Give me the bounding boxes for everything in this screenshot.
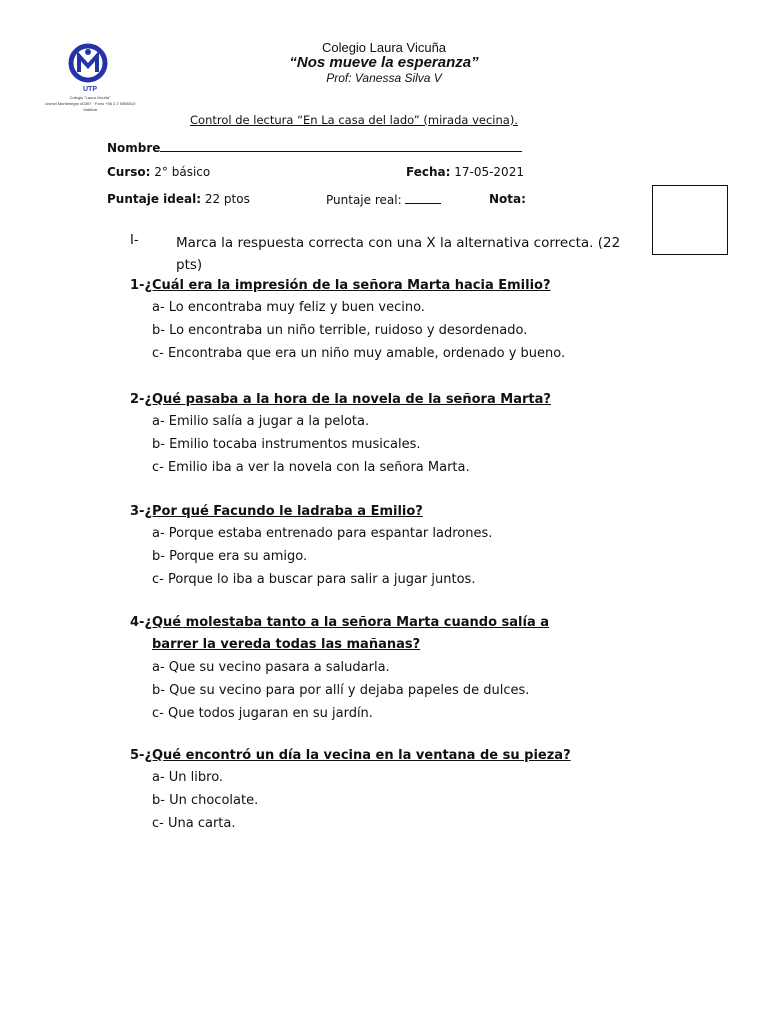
option-3c[interactable]: c- Porque lo iba a buscar para salir a jugar juntos. [152, 572, 476, 587]
puntaje-ideal-field [107, 192, 250, 206]
question-text: ¿Qué pasaba a la hora de la novela de la señora Marta? [144, 392, 551, 407]
option-3b[interactable]: b- Porque era su amigo. [152, 549, 308, 564]
school-name: Colegio Laura Vicuña [321, 40, 447, 55]
option-4a[interactable]: a- Que su vecino pasara a saludarla. [152, 660, 390, 675]
question-number: 1- [130, 278, 145, 293]
question-number: 4- [130, 615, 145, 630]
option-2b[interactable]: b- Emilio tocaba instrumentos musicales. [152, 437, 421, 452]
question-text-line2: barrer la vereda todas las mañanas? [152, 637, 421, 652]
question-text: ¿Qué encontró un día la vecina en la ventana de su pieza? [144, 748, 571, 763]
curso-value: 2° básico [150, 165, 211, 179]
option-1a[interactable]: a- Lo encontraba muy feliz y buen vecino. [152, 300, 425, 315]
question-number: 5- [130, 748, 145, 763]
option-4b[interactable]: b- Que su vecino para por allí y dejaba papeles de dulces. [152, 683, 530, 698]
question-3 [130, 504, 423, 519]
question-5 [130, 748, 571, 763]
fecha-label: Fecha: [406, 165, 451, 179]
nota-label: Nota: [489, 192, 526, 206]
option-5a[interactable]: a- Un libro. [152, 770, 224, 785]
puntaje-real-label: Puntaje real: [326, 193, 406, 207]
nota-box[interactable] [652, 185, 728, 255]
option-3a[interactable]: a- Porque estaba entrenado para espantar ladrones. [152, 526, 493, 541]
curso-label: Curso: [107, 165, 151, 179]
logo-caption-3: Valdivia [83, 107, 97, 112]
option-1b[interactable]: b- Lo encontraba un niño terrible, ruidoso y desordenado. [152, 323, 528, 338]
logo-caption-1: Colegio "Laura Vicuña" [69, 95, 111, 100]
option-5c[interactable]: c- Una carta. [152, 816, 236, 831]
question-text: ¿Por qué Facundo le ladraba a Emilio? [144, 504, 423, 519]
option-2a[interactable]: a- Emilio salía a jugar a la pelota. [152, 414, 370, 429]
question-text: ¿Qué molestaba tanto a la señora Marta cuando salía a [144, 615, 550, 630]
instruction-number: I- [130, 233, 139, 248]
fecha-field [406, 165, 524, 179]
option-5b[interactable]: b- Un chocolate. [152, 793, 259, 808]
option-1c[interactable]: c- Encontraba que era un niño muy amable, ordenado y bueno. [152, 346, 566, 361]
teacher-name: Prof: Vanessa Silva V [326, 71, 442, 85]
logo-caption-2: Leonel Montenegro #0397 · Fono +56 2 2 5398510 [44, 101, 136, 106]
question-1 [130, 278, 551, 293]
question-number: 3- [130, 504, 145, 519]
option-2c[interactable]: c- Emilio iba a ver la novela con la señora Marta. [152, 460, 470, 475]
logo-label: UTP [83, 86, 97, 93]
option-4c[interactable]: c- Que todos jugaran en su jardín. [152, 706, 373, 721]
fecha-value: 17-05-2021 [450, 165, 524, 179]
instruction-text: Marca la respuesta correcta con una X la alternativa correcta. (22 pts) [176, 235, 621, 273]
nombre-label: Nombre [107, 141, 161, 155]
nota-field [489, 192, 526, 206]
puntaje-ideal-label: Puntaje ideal: [107, 192, 201, 206]
puntaje-ideal-value: 22 ptos [201, 192, 250, 206]
nombre-field [107, 139, 522, 155]
puntaje-real-blank[interactable] [405, 192, 441, 204]
question-4 [130, 615, 550, 652]
curso-field [107, 165, 210, 179]
question-2 [130, 392, 551, 407]
school-motto: “Nos mueve la esperanza” [289, 54, 479, 71]
puntaje-real-field [326, 192, 441, 207]
question-text: ¿Cuál era la impresión de la señora Marta hacia Emilio? [144, 278, 551, 293]
nombre-blank-line[interactable] [160, 139, 522, 152]
document-title: Control de lectura “En La casa del lado” (mirada vecina). [190, 113, 518, 127]
question-number: 2- [130, 392, 145, 407]
